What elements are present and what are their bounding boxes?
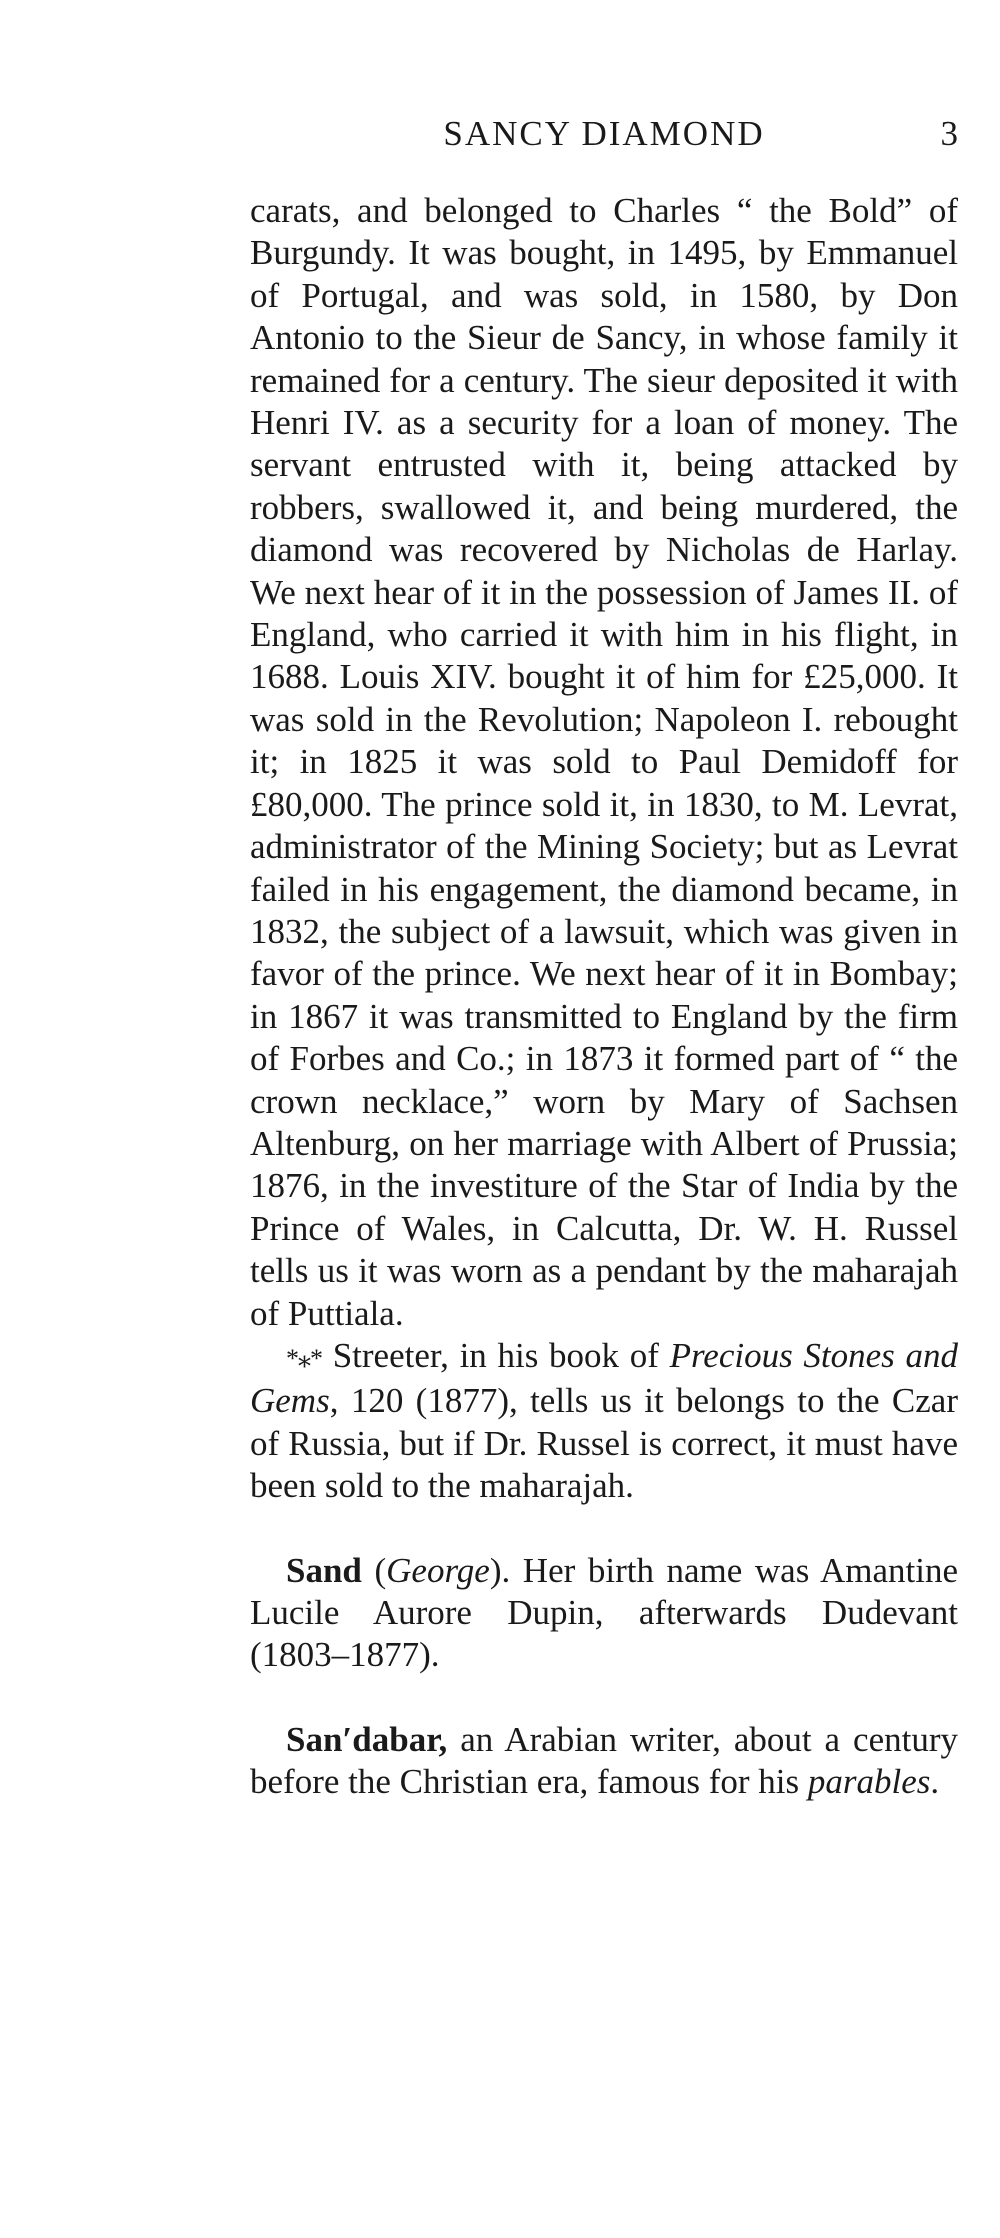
entry-sandabar [250, 1719, 958, 1804]
page-header [250, 114, 958, 164]
text-column [250, 190, 958, 1804]
entry-text: an Arabian writer, about a century before the Christian era, famous for his [250, 1719, 958, 1802]
book-title: Precious Stones and Gems [250, 1335, 959, 1421]
entry-qualifier-open: ( [361, 1550, 387, 1590]
entry-text: Her birth name was Amantine Lucile Aurore Dupin, afterwards Dudevant (1803–1877). [250, 1550, 958, 1675]
note-text-after: , 120 (1877), tells us it belongs to the Czar of Russia, but if Dr. Russel is correct, it must have been sold to the maharajah. [250, 1381, 958, 1506]
note-paragraph [250, 1335, 958, 1508]
entry-emphasis: parables [807, 1762, 931, 1802]
entry-qualifier-close: ). [489, 1550, 511, 1590]
entry-qualifier: George [386, 1550, 490, 1590]
note-mark: *⁎* [286, 1343, 322, 1373]
entry-text-after: . [930, 1762, 940, 1802]
entry-sand [250, 1550, 958, 1677]
page-number: 3 [940, 114, 958, 153]
running-head: SANCY DIAMOND [443, 114, 765, 153]
entry-headword: Sand [286, 1550, 362, 1590]
entry-headword: San′dabar, [286, 1719, 448, 1759]
note-text-before: Streeter, in his book of [322, 1335, 670, 1375]
paragraph-continuation: carats, and belonged to Charles “ the Bold” of Burgundy. It was bought, in 1495, by Emmanuel of Portugal, and was sold, in 1580, by Don Antonio to the Sieur de Sancy, in whose family it remained for a century. The sieur deposited it with Henri IV. as a security for a loan of money. The servant entrusted with it, being attacked by robbers, swallowed it, and being murdered, the diamond was recovered by Nicholas de Harlay. We next hear of it in the possession of James II. of England, who carried it with him in his flight, in 1688. Louis XIV. bought it of him for £25,000. It was sold in the Revolution; Napoleon I. rebought it; in 1825 it was sold to Paul Demidoff for £80,000. The prince sold it, in 1830, to M. Levrat, administrator of the Mining Society; but as Levrat failed in his engagement, the diamond became, in 1832, the subject of a lawsuit, which was given in favor of the prince. We next hear of it in Bombay; in 1867 it was transmitted to England by the firm of Forbes and Co.; in 1873 it formed part of “ the crown necklace,” worn by Mary of Sachsen Altenburg, on her marriage with Albert of Prussia; 1876, in the investiture of the Star of India by the Prince of Wales, in Calcutta, Dr. W. H. Russel tells us it was worn as a pendant by the maharajah of Puttiala. [250, 191, 958, 1333]
